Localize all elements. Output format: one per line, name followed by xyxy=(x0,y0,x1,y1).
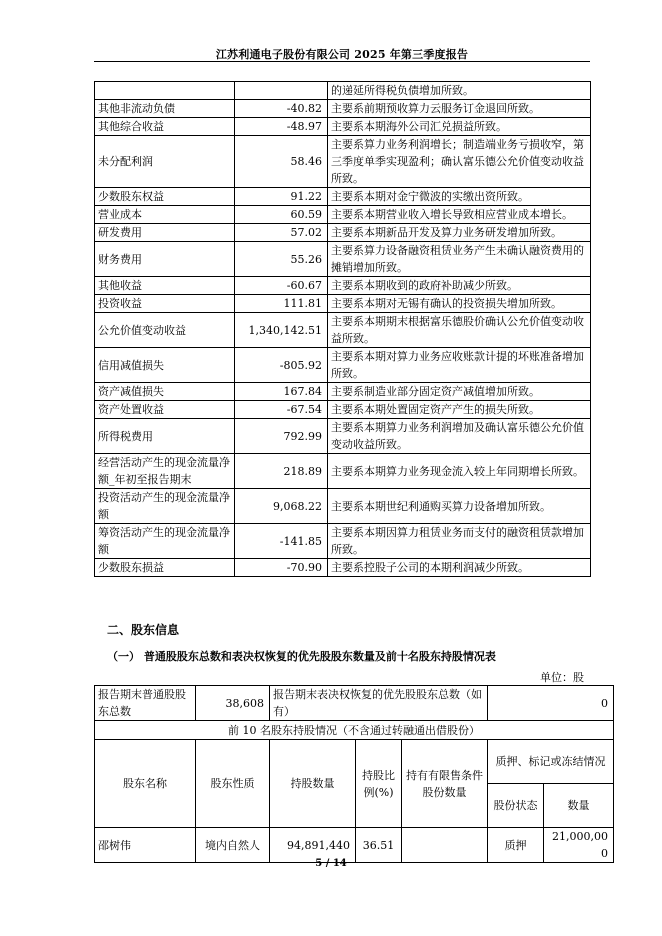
change-item xyxy=(95,82,235,100)
change-reason: 主要系本期算力业务利润增加及确认富乐德公允价值变动收益所致。 xyxy=(328,419,591,454)
change-value: 91.22 xyxy=(235,188,328,206)
change-value: 55.26 xyxy=(235,242,328,277)
change-item: 筹资活动产生的现金流量净额 xyxy=(95,524,235,559)
change-value: -60.67 xyxy=(235,277,328,295)
change-row xyxy=(95,559,591,577)
change-reason: 主要系本期海外公司汇兑损益所致。 xyxy=(328,118,591,136)
change-reason: 主要系制造业部分固定资产减值增加所致。 xyxy=(328,383,591,401)
change-value: -40.82 xyxy=(235,100,328,118)
change-row xyxy=(95,454,591,489)
top10-caption-row xyxy=(95,721,614,740)
col-header-name: 股东名称 xyxy=(95,740,196,828)
total-holders-label: 报告期末普通股股东总数 xyxy=(95,686,196,721)
change-reason: 主要系本期营业收入增长导致相应营业成本增长。 xyxy=(328,206,591,224)
holder-pledge-status: 质押 xyxy=(488,828,544,863)
shareholder-total-row xyxy=(95,686,614,721)
change-value: -48.97 xyxy=(235,118,328,136)
change-reason: 主要系算力设备融资租赁业务产生未确认融资费用的摊销增加所致。 xyxy=(328,242,591,277)
change-item: 投资活动产生的现金流量净额 xyxy=(95,489,235,524)
preferred-holders-value: 0 xyxy=(488,686,614,721)
change-reason: 主要系本期收到的政府补助减少所致。 xyxy=(328,277,591,295)
col-header-nature: 股东性质 xyxy=(196,740,270,828)
change-value: 167.84 xyxy=(235,383,328,401)
change-row xyxy=(95,489,591,524)
page-header-title: 江苏利通电子股份有限公司 2025 年第三季度报告 xyxy=(215,48,469,61)
shareholder-table-body xyxy=(95,686,614,863)
change-item: 研发费用 xyxy=(95,224,235,242)
change-row xyxy=(95,82,591,100)
change-reason: 主要系本期算力业务现金流入较上年同期增长所致。 xyxy=(328,454,591,489)
change-reason: 的递延所得税负债增加所致。 xyxy=(328,82,591,100)
change-item: 营业成本 xyxy=(95,206,235,224)
change-row xyxy=(95,136,591,188)
change-item: 其他综合收益 xyxy=(95,118,235,136)
change-reason: 主要系本期对无锡有确认的投资损失增加所致。 xyxy=(328,295,591,313)
top10-caption: 前 10 名股东持股情况（不含通过转融通出借股份） xyxy=(95,721,614,740)
change-value: 9,068.22 xyxy=(235,489,328,524)
total-holders-value: 38,608 xyxy=(196,686,270,721)
change-row xyxy=(95,100,591,118)
change-reason: 主要系本期期末根据富乐德股价确认公允价值变动收益所致。 xyxy=(328,313,591,348)
change-reason: 主要系前期预收算力云服务订金退回所致。 xyxy=(328,100,591,118)
change-value: -70.90 xyxy=(235,559,328,577)
change-row xyxy=(95,206,591,224)
change-item: 信用减值损失 xyxy=(95,348,235,383)
change-item: 资产处置收益 xyxy=(95,401,235,419)
col-header-pledge-qty: 数量 xyxy=(544,784,614,828)
change-row xyxy=(95,277,591,295)
change-item: 其他非流动负债 xyxy=(95,100,235,118)
shareholder-table xyxy=(94,685,614,863)
header-row-1 xyxy=(95,740,614,784)
holder-shares: 94,891,440 xyxy=(270,828,356,863)
change-value: -141.85 xyxy=(235,524,328,559)
change-item: 其他收益 xyxy=(95,277,235,295)
change-row xyxy=(95,118,591,136)
change-row xyxy=(95,383,591,401)
change-row xyxy=(95,188,591,206)
change-item: 资产减值损失 xyxy=(95,383,235,401)
change-row xyxy=(95,401,591,419)
change-item: 经营活动产生的现金流量净额_年初至报告期末 xyxy=(95,454,235,489)
holder-name: 邵树伟 xyxy=(95,828,196,863)
change-value xyxy=(235,82,328,100)
holder-pledge-qty: 21,000,000 xyxy=(544,828,614,863)
change-value: -67.54 xyxy=(235,401,328,419)
section-title: 二、股东信息 xyxy=(107,623,180,637)
change-row xyxy=(95,224,591,242)
change-item: 少数股东损益 xyxy=(95,559,235,577)
col-header-pledge-group: 质押、标记或冻结情况 xyxy=(488,740,614,784)
change-value: 60.59 xyxy=(235,206,328,224)
change-item: 投资收益 xyxy=(95,295,235,313)
change-row xyxy=(95,419,591,454)
change-reason: 主要系本期对算力业务应收账款计提的坏账准备增加所致。 xyxy=(328,348,591,383)
change-value: 111.81 xyxy=(235,295,328,313)
change-item: 财务费用 xyxy=(95,242,235,277)
holder-nature: 境内自然人 xyxy=(196,828,270,863)
change-value: 57.02 xyxy=(235,224,328,242)
change-row xyxy=(95,242,591,277)
header-rule xyxy=(94,61,590,62)
change-reason: 主要系本期世纪利通购买算力设备增加所致。 xyxy=(328,489,591,524)
unit-label: 单位：股 xyxy=(540,671,584,684)
change-reason: 主要系本期新品开发及算力业务研发增加所致。 xyxy=(328,224,591,242)
change-reason: 主要系算力业务利润增长；制造端业务亏损收窄，第三季度单季实现盈利；确认富乐德公允价值变动收益所致。 xyxy=(328,136,591,188)
change-value: 218.89 xyxy=(235,454,328,489)
change-value: 792.99 xyxy=(235,419,328,454)
change-reason-table xyxy=(94,81,591,577)
change-reason: 主要系控股子公司的本期利润减少所致。 xyxy=(328,559,591,577)
change-row xyxy=(95,348,591,383)
change-item: 少数股东权益 xyxy=(95,188,235,206)
change-reason: 主要系本期因算力租赁业务而支付的融资租赁款增加所致。 xyxy=(328,524,591,559)
change-value: 58.46 xyxy=(235,136,328,188)
col-header-shares: 持股数量 xyxy=(270,740,356,828)
preferred-holders-label: 报告期末表决权恢复的优先股股东总数（如有） xyxy=(270,686,488,721)
change-reason: 主要系本期对金宁微波的实缴出资所致。 xyxy=(328,188,591,206)
col-header-restricted: 持有有限售条件股份数量 xyxy=(402,740,488,828)
change-row xyxy=(95,524,591,559)
col-header-ratio: 持股比例(%) xyxy=(356,740,402,828)
holder-ratio: 36.51 xyxy=(356,828,402,863)
change-item: 所得税费用 xyxy=(95,419,235,454)
change-row xyxy=(95,313,591,348)
change-item: 公允价值变动收益 xyxy=(95,313,235,348)
change-table-body xyxy=(95,82,591,577)
change-item: 未分配利润 xyxy=(95,136,235,188)
change-value: -805.92 xyxy=(235,348,328,383)
change-reason: 主要系本期处置固定资产产生的损失所致。 xyxy=(328,401,591,419)
page-number: 5 / 14 xyxy=(315,858,347,869)
change-row xyxy=(95,295,591,313)
subsection-title: （一） 普通股股东总数和表决权恢复的优先股股东数量及前十名股东持股情况表 xyxy=(107,650,496,663)
col-header-pledge-status: 股份状态 xyxy=(488,784,544,828)
change-value: 1,340,142.51 xyxy=(235,313,328,348)
